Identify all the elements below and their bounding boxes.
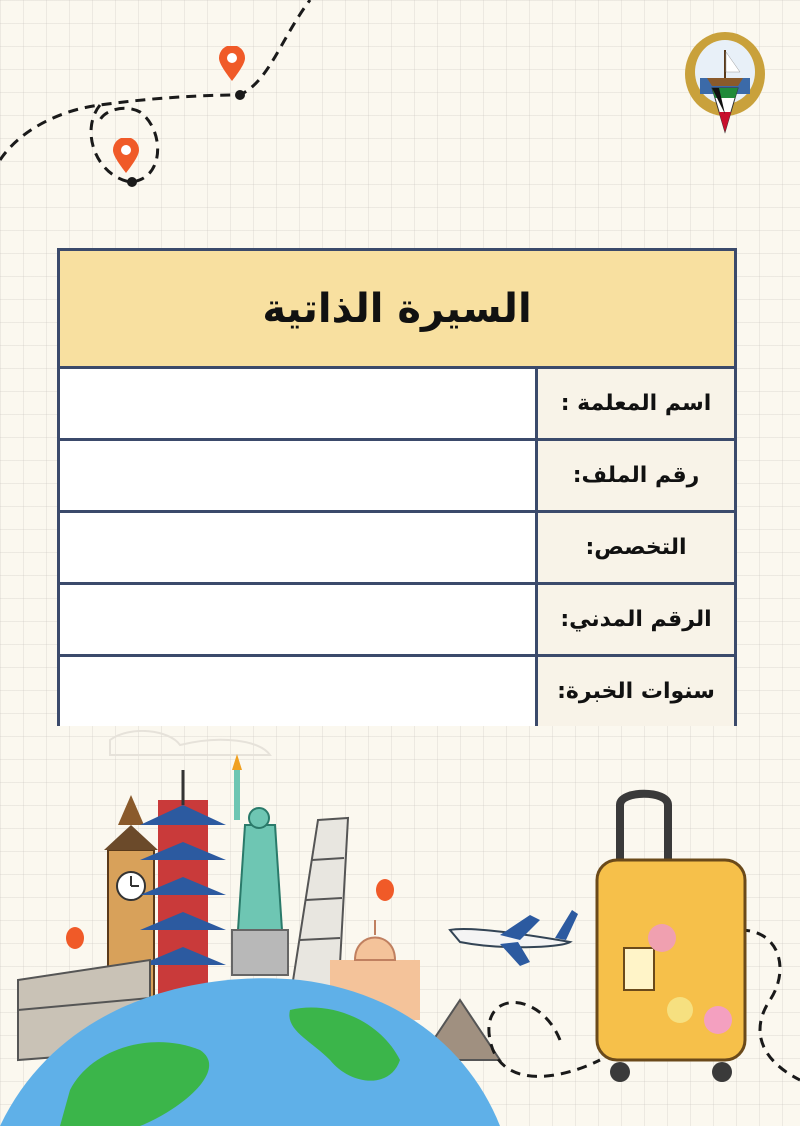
- teacher-name-label: اسم المعلمة :: [538, 369, 734, 438]
- map-pin-icon: [218, 46, 246, 82]
- form-row-experience-years: [60, 657, 734, 726]
- world-landmarks-illustration: [0, 730, 800, 1126]
- suitcase-icon: [597, 794, 745, 1082]
- cv-form-table: [57, 248, 737, 726]
- specialization-field[interactable]: [60, 513, 538, 582]
- map-pin-icon: [112, 138, 140, 174]
- dashed-travel-path: [0, 0, 330, 200]
- teacher-name-field[interactable]: [60, 369, 538, 438]
- kuwait-emblem: [682, 26, 768, 134]
- form-row-teacher-name: [60, 369, 734, 441]
- experience-years-label: سنوات الخبرة:: [538, 657, 734, 726]
- airplane-icon: [450, 910, 578, 966]
- experience-years-field[interactable]: [60, 657, 538, 726]
- civil-id-label: الرقم المدني:: [538, 585, 734, 654]
- form-row-civil-id: [60, 585, 734, 657]
- specialization-label: التخصص:: [538, 513, 734, 582]
- file-number-field[interactable]: [60, 441, 538, 510]
- civil-id-field[interactable]: [60, 585, 538, 654]
- form-row-specialization: [60, 513, 734, 585]
- statue-of-liberty-icon: [232, 754, 288, 975]
- file-number-label: رقم الملف:: [538, 441, 734, 510]
- form-row-file-number: [60, 441, 734, 513]
- cv-title: السيرة الذاتية: [60, 251, 734, 369]
